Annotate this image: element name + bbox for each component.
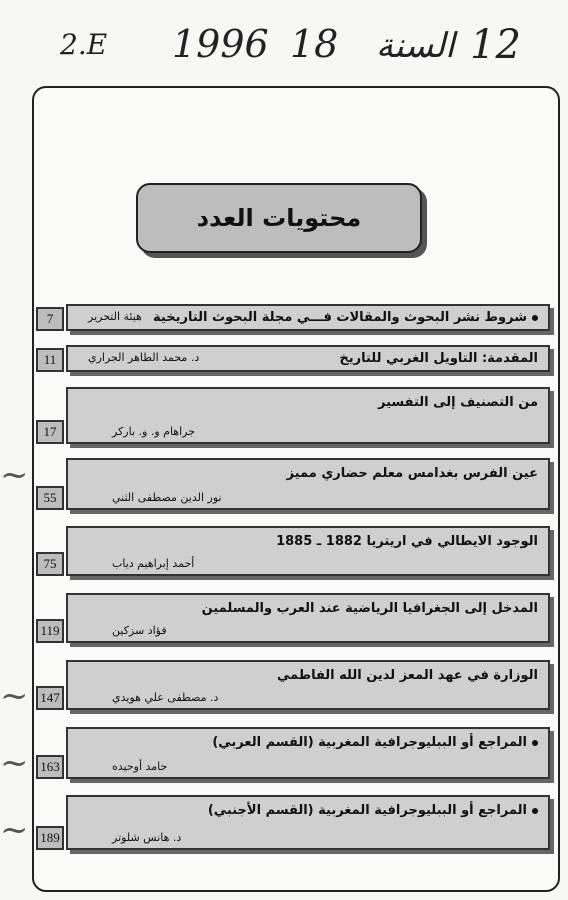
toc-entry-box xyxy=(66,727,550,779)
margin-mark: ~ xyxy=(0,676,29,716)
toc-entry-title: المراجع أو الببليوجرافية المغربية (القسم الأجنبي) xyxy=(208,803,538,818)
toc-entry-page-number: 189 xyxy=(36,826,64,850)
toc-entry-box xyxy=(66,795,550,850)
toc-entry-page-number: 119 xyxy=(36,619,64,643)
margin-mark: ~ xyxy=(0,455,29,495)
toc-entry-box xyxy=(66,458,550,510)
toc-entry-author: هيئة التحرير xyxy=(88,310,142,323)
handwritten-ref: 2.E xyxy=(60,28,108,61)
toc-entry-author: د. هانس شلوتر xyxy=(112,831,182,844)
bullet-icon xyxy=(532,740,538,746)
handwritten-num: 18 xyxy=(290,22,339,66)
toc-entry-page-number: 7 xyxy=(36,307,64,331)
page-title: محتويات العدد xyxy=(196,204,362,232)
toc-entry xyxy=(36,387,550,444)
bullet-icon xyxy=(532,315,538,321)
toc-entry-title: من التصنيف إلى التفسير xyxy=(378,395,538,410)
toc-entry xyxy=(36,458,550,510)
toc-entry xyxy=(36,304,550,331)
toc-entry-author: جراهام و. و. باركر xyxy=(112,425,196,438)
toc-entry-author: د. مصطفى علي هويدي xyxy=(112,691,219,704)
toc-entry xyxy=(36,660,550,710)
toc-entry-title: الوزارة في عهد المعز لدين الله الفاطمي xyxy=(276,668,538,683)
toc-entry xyxy=(36,345,550,372)
toc-entry-box xyxy=(66,660,550,710)
toc-entry-page-number: 147 xyxy=(36,686,64,710)
toc-entry-title: المقدمة: التاويل الغربي للتاريخ xyxy=(339,351,538,366)
toc-entry-box xyxy=(66,526,550,576)
bullet-icon xyxy=(532,808,538,814)
handwritten-label: السنة xyxy=(376,26,455,66)
margin-mark: ~ xyxy=(0,743,29,783)
toc-entry-box xyxy=(66,345,550,372)
toc-entry-page-number: 163 xyxy=(36,755,64,779)
toc-entry-title: شروط نشر البحوث والمقالات فـــي مجلة البحوث التاريخية xyxy=(153,310,538,325)
toc-entry-page-number: 17 xyxy=(36,420,64,444)
toc-entry-page-number: 55 xyxy=(36,486,64,510)
toc-entry-author: د. محمد الطاهر الجراري xyxy=(88,351,200,364)
toc-entry-author: أحمد إبراهيم دياب xyxy=(112,557,195,570)
handwritten-year: 1996 xyxy=(172,22,269,66)
toc-entry xyxy=(36,727,550,779)
toc-entry-title: عين الفرس بغدامس معلم حضاري مميز xyxy=(286,466,538,481)
toc-entry-page-number: 11 xyxy=(36,348,64,372)
toc-entry-page-number: 75 xyxy=(36,552,64,576)
margin-mark: ~ xyxy=(0,810,29,850)
toc-entry xyxy=(36,795,550,850)
toc-entry-author: فؤاد سزكين xyxy=(112,624,167,637)
toc-entry-title: المراجع أو الببليوجرافية المغربية (القسم العربي) xyxy=(212,735,538,750)
title-box xyxy=(136,183,422,253)
handwritten-issue: 12 xyxy=(470,22,521,68)
toc-entry-author: حامد أوحيده xyxy=(112,760,168,773)
toc-entry xyxy=(36,593,550,643)
toc-entry-title: الوجود الايطالي في اريتريا 1882 ـ 1885 xyxy=(276,534,538,549)
toc-entry-box xyxy=(66,304,550,331)
toc-entry-box xyxy=(66,593,550,643)
handwritten-header xyxy=(60,22,520,72)
toc-entry xyxy=(36,526,550,576)
toc-entry-box xyxy=(66,387,550,444)
toc-entry-author: نور الدين مصطفى الثني xyxy=(112,491,222,504)
toc-entry-title: المدخل إلى الجغرافيا الرياضية عند العرب والمسلمين xyxy=(201,601,538,616)
